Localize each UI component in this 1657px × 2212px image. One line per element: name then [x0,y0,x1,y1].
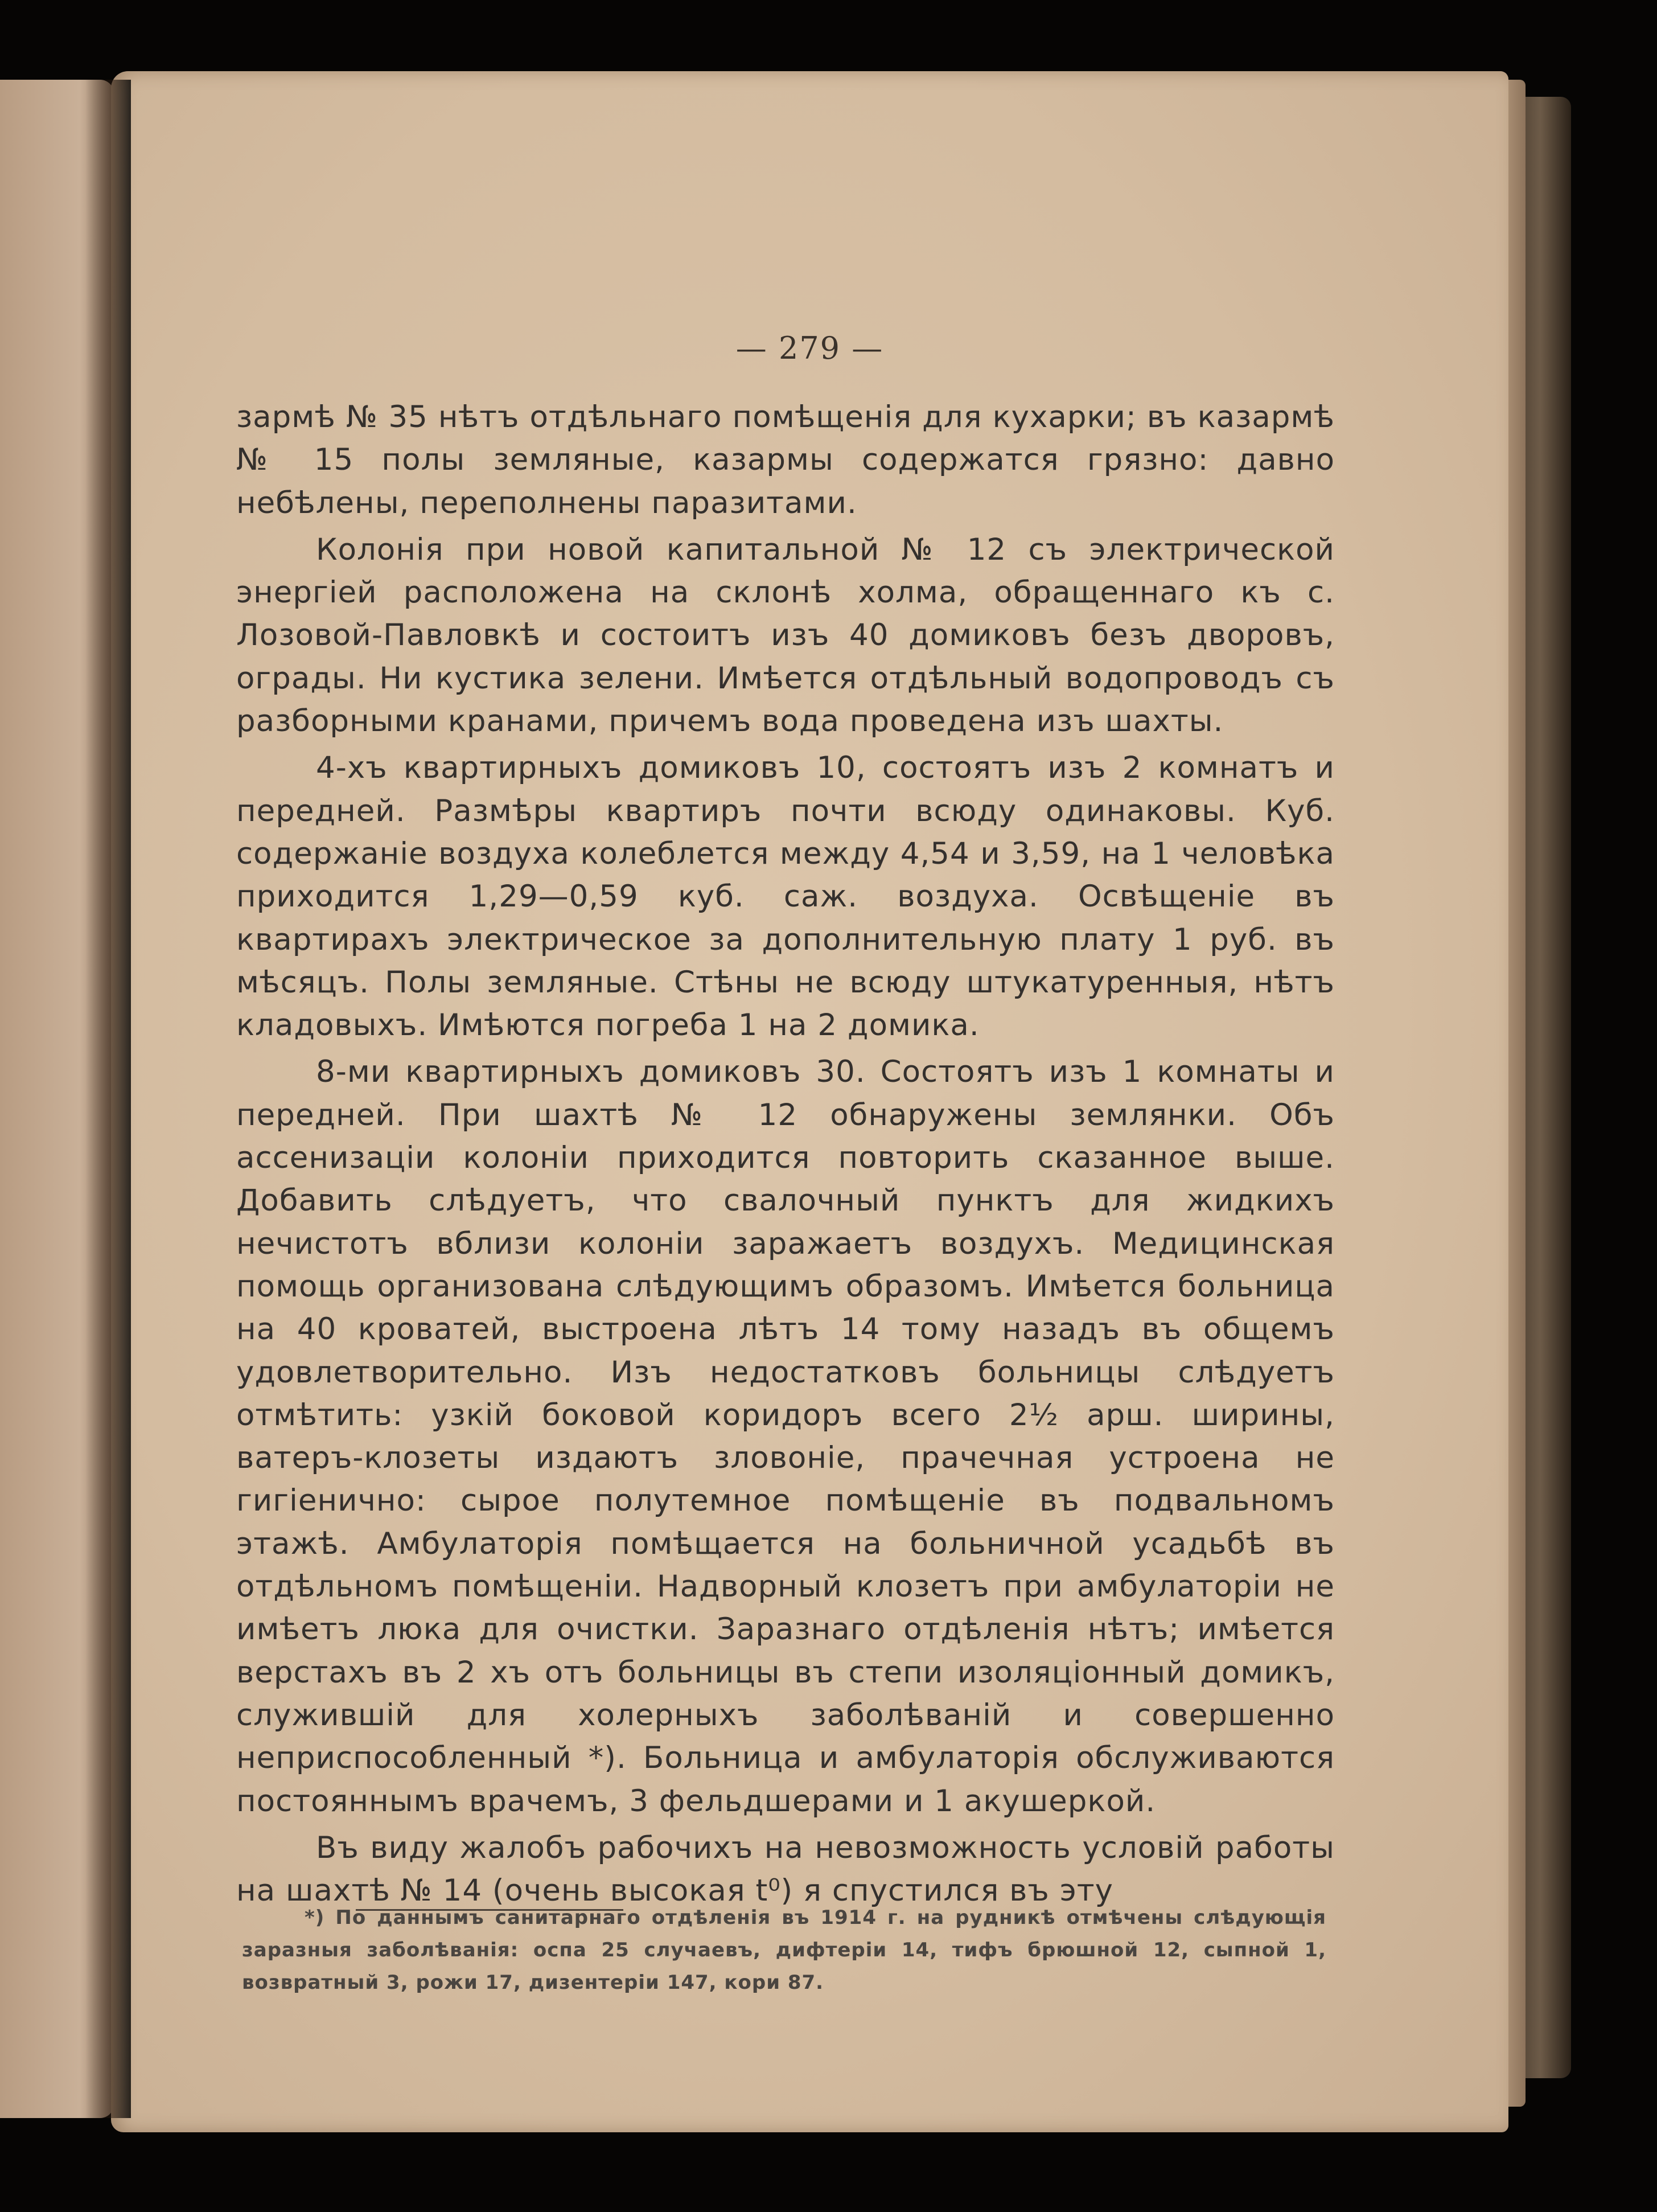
paragraph: 4-хъ квартирныхъ домиковъ 10, состоятъ изъ 2 комнатъ и передней. Размѣры квартиръ почти всюду одинаковы. Куб. содержаніе воздуха колеблется между 4,54 и 3,59, на 1 человѣка приходится 1,29—0,59 куб. саж. воздуха. Освѣщеніе въ квартирахъ электрическое за дополнительную плату 1 руб. въ мѣсяцъ. Полы земляные. Стѣны не всюду штукатуренныя, нѣтъ кладовыхъ. Имѣются погреба 1 на 2 домика. [236,750,1335,1043]
page-number: — 279 — [735,330,884,366]
paragraph: Колонія при новой капитальной № 12 съ электрической энергіей расположена на склонѣ холма, обращеннаго къ с. Лозовой-Павловкѣ и состоитъ изъ 40 домиковъ безъ дворовъ, ограды. Ни кустика зелени. Имѣется отдѣльный водопроводъ съ разборными кранами, причемъ вода проведена изъ шахты. [236,532,1335,739]
body-text [236,396,1335,1912]
paragraph: зармѣ № 35 нѣтъ отдѣльнаго помѣщенія для кухарки; въ казармѣ № 15 полы земляные, казармы содержатся грязно: давно небѣлены, переполнены паразитами. [236,400,1335,520]
spine-shadow [85,80,131,2118]
book-page [111,71,1508,2132]
footnote: *) По даннымъ санитарнаго отдѣленія въ 1914 г. на рудникѣ отмѣчены слѣдующія заразныя заболѣванія: оспа 25 случаевъ, дифтеріи 14, тифъ брюшной 12, сыпной 1, возвратный 3, рожи 17, дизентеріи 147, кори 87. [242,1906,1326,1994]
paragraph: Въ виду жалобъ рабочихъ на невозможность условій работы на шахтѣ № 14 (очень высокая t⁰) я спустился въ эту [236,1830,1335,1909]
paragraph: 8-ми квартирныхъ домиковъ 30. Состоятъ изъ 1 комнаты и передней. При шахтѣ № 12 обнаружены землянки. Объ ассенизаціи колоніи приходится повторить сказанное выше. Добавить слѣдуетъ, что свалочный пунктъ для жидкихъ нечистотъ вблизи колоніи заражаетъ воздухъ. Медицинская помощь организована слѣдующимъ образомъ. Имѣется больница на 40 кроватей, выстроена лѣтъ 14 тому назадъ въ общемъ удовлетворительно. Изъ недостатковъ больницы слѣдуетъ отмѣтить: узкій боковой коридоръ всего 2½ арш. ширины, ватеръ-клозеты издаютъ зловоніе, прачечная устроена не гигіенично: сырое полутемное помѣщеніе въ подвальномъ этажѣ. Амбулаторія помѣщается на больничной усадьбѣ въ отдѣльномъ помѣщеніи. Надворный клозетъ при амбулаторіи не имѣетъ люка для очистки. Заразнаго отдѣленія нѣтъ; имѣется верстахъ въ 2 хъ отъ больницы въ степи изоляціонный домикъ, служившій для холерныхъ заболѣваній и совершенно неприспособленный *). Больница и амбулаторія обслуживаются постояннымъ врачемъ, 3 фельдшерами и 1 акушеркой. [236,1054,1335,1819]
